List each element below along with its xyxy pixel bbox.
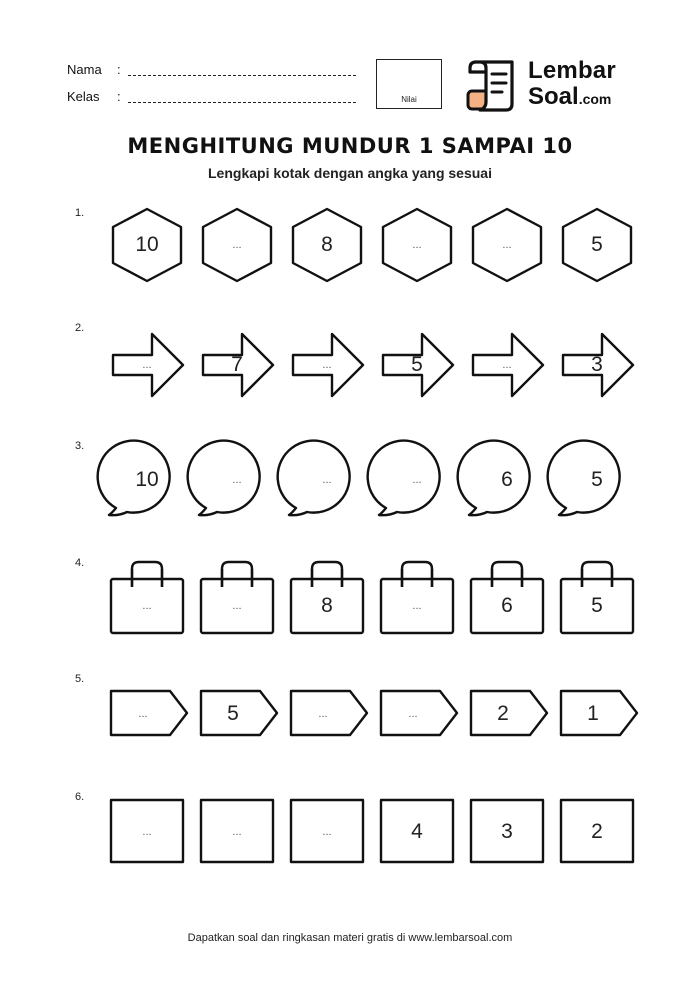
- number-value: 5: [227, 702, 239, 725]
- number-value: 2: [497, 702, 509, 725]
- number-value: 5: [591, 468, 603, 491]
- hexagon-answer-box[interactable]: [470, 208, 544, 282]
- number-value: 1: [587, 702, 599, 725]
- bag-answer-box[interactable]: [110, 561, 184, 635]
- arrow-answer-box[interactable]: [380, 328, 454, 402]
- number-value: 7: [231, 353, 243, 376]
- square-answer-box[interactable]: [110, 795, 184, 869]
- blank-placeholder: ...: [322, 359, 332, 371]
- number-value: 8: [321, 233, 333, 256]
- class-colon: :: [117, 89, 121, 104]
- arrow-answer-box[interactable]: [560, 328, 634, 402]
- number-value: 10: [135, 233, 159, 256]
- hexagon-answer-box[interactable]: [560, 208, 634, 282]
- bag-answer-box[interactable]: [200, 561, 274, 635]
- name-label: Nama: [67, 62, 102, 77]
- blank-placeholder: ...: [502, 359, 512, 371]
- number-value: 5: [411, 353, 423, 376]
- hexagon-answer-box[interactable]: [200, 208, 274, 282]
- tag-answer-box[interactable]: [470, 677, 544, 751]
- blank-placeholder: ...: [232, 600, 242, 612]
- row-number: 1.: [75, 207, 85, 219]
- blank-placeholder: ...: [142, 600, 152, 612]
- hexagon-answer-box[interactable]: [110, 208, 184, 282]
- name-field[interactable]: [128, 75, 356, 76]
- number-value: 10: [135, 468, 159, 491]
- footer-note: Dapatkan soal dan ringkasan materi gratis di www.lembarsoal.com: [187, 932, 513, 944]
- blank-placeholder: ...: [412, 239, 422, 251]
- bag-answer-box[interactable]: [560, 561, 634, 635]
- square-answer-box[interactable]: [470, 795, 544, 869]
- tag-answer-box[interactable]: [110, 677, 184, 751]
- speech-bubble-answer-box[interactable]: [110, 443, 184, 517]
- row-number: 4.: [75, 557, 85, 569]
- bag-answer-box[interactable]: [290, 561, 364, 635]
- class-label: Kelas: [67, 89, 100, 104]
- number-value: 3: [501, 820, 513, 843]
- bag-answer-box[interactable]: [470, 561, 544, 635]
- class-field[interactable]: [128, 102, 356, 103]
- tag-answer-box[interactable]: [290, 677, 364, 751]
- blank-placeholder: ...: [408, 708, 418, 720]
- logo-text-suffix: .com: [578, 91, 612, 107]
- page-title: MENGHITUNG MUNDUR 1 SAMPAI 10: [127, 134, 573, 158]
- score-box[interactable]: [376, 59, 442, 109]
- speech-bubble-answer-box[interactable]: [200, 443, 274, 517]
- number-value: 2: [591, 820, 603, 843]
- hexagon-answer-box[interactable]: [290, 208, 364, 282]
- blank-placeholder: ...: [138, 708, 148, 720]
- logo-text-soal-main: Soal: [528, 83, 579, 110]
- row-number: 3.: [75, 440, 85, 452]
- blank-placeholder: ...: [232, 239, 242, 251]
- number-value: 5: [591, 594, 603, 617]
- arrow-answer-box[interactable]: [470, 328, 544, 402]
- row-number: 6.: [75, 791, 85, 803]
- number-value: 3: [591, 353, 603, 376]
- blank-placeholder: ...: [412, 474, 422, 486]
- page-subtitle: Lengkapi kotak dengan angka yang sesuai: [208, 165, 492, 181]
- number-value: 5: [591, 233, 603, 256]
- arrow-answer-box[interactable]: [290, 328, 364, 402]
- logo-text-soal: [528, 84, 611, 112]
- number-value: 6: [501, 594, 513, 617]
- blank-placeholder: ...: [232, 826, 242, 838]
- speech-bubble-answer-box[interactable]: [470, 443, 544, 517]
- speech-bubble-answer-box[interactable]: [290, 443, 364, 517]
- tag-answer-box[interactable]: [560, 677, 634, 751]
- blank-placeholder: ...: [502, 239, 512, 251]
- speech-bubble-answer-box[interactable]: [380, 443, 454, 517]
- speech-bubble-answer-box[interactable]: [560, 443, 634, 517]
- square-answer-box[interactable]: [380, 795, 454, 869]
- row-number: 5.: [75, 673, 85, 685]
- blank-placeholder: ...: [322, 474, 332, 486]
- score-label: Nilai: [401, 95, 417, 104]
- name-colon: :: [117, 62, 121, 77]
- logo-text-lembar: Lembar: [528, 57, 616, 84]
- square-answer-box[interactable]: [560, 795, 634, 869]
- number-value: 4: [411, 820, 423, 843]
- arrow-answer-box[interactable]: [200, 328, 274, 402]
- blank-placeholder: ...: [232, 474, 242, 486]
- blank-placeholder: ...: [142, 359, 152, 371]
- number-value: 6: [501, 468, 513, 491]
- arrow-answer-box[interactable]: [110, 328, 184, 402]
- tag-answer-box[interactable]: [200, 677, 274, 751]
- number-value: 8: [321, 594, 333, 617]
- row-number: 2.: [75, 322, 85, 334]
- square-answer-box[interactable]: [290, 795, 364, 869]
- tag-answer-box[interactable]: [380, 677, 454, 751]
- blank-placeholder: ...: [318, 708, 328, 720]
- square-answer-box[interactable]: [200, 795, 274, 869]
- blank-placeholder: ...: [412, 600, 422, 612]
- blank-placeholder: ...: [322, 826, 332, 838]
- bag-answer-box[interactable]: [380, 561, 454, 635]
- blank-placeholder: ...: [142, 826, 152, 838]
- hexagon-answer-box[interactable]: [380, 208, 454, 282]
